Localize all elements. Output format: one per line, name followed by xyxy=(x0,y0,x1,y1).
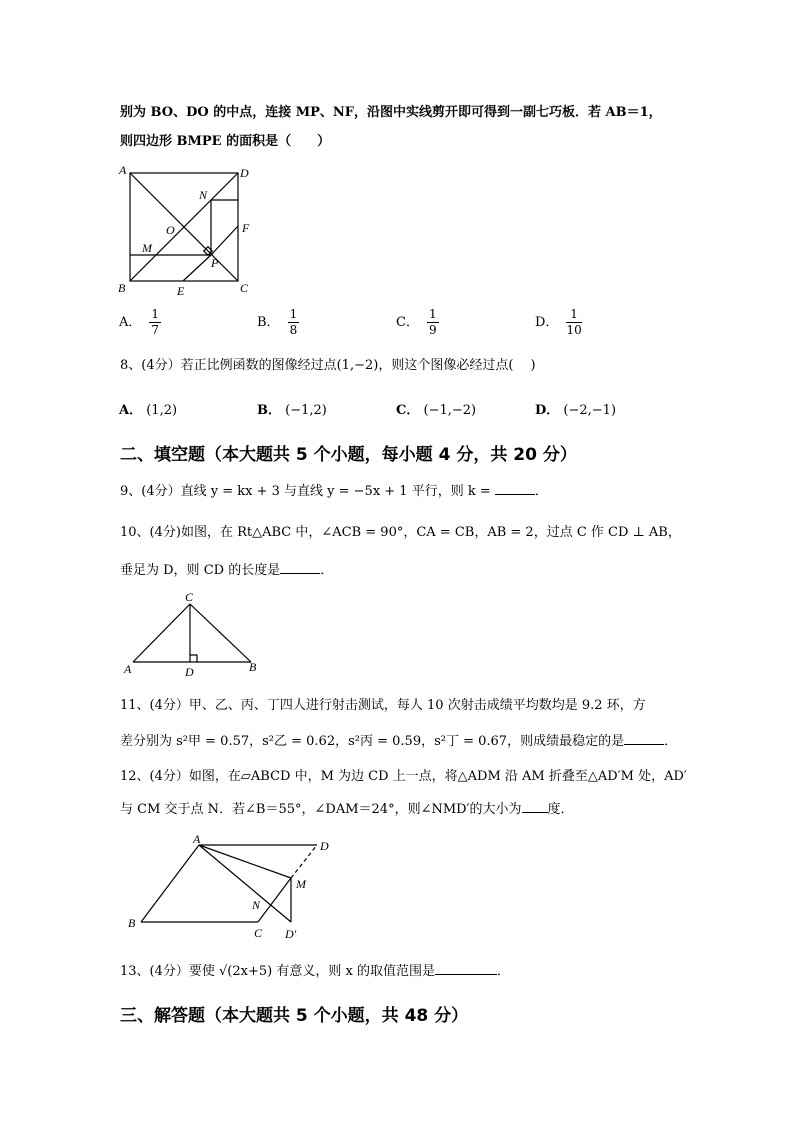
q13-text-content: 13、(4分）要使 √(2x+5) 有意义，则 x 的取值范围是 xyxy=(120,964,435,979)
q12-text-line1: 12、(4分）如图，在▱ABCD 中，M 为边 CD 上一点，将△ADM 沿 AM 折叠至△AD′M 处，AD′ xyxy=(120,769,687,784)
q8-option-a-label: A． xyxy=(119,403,143,418)
q9-text xyxy=(120,482,548,501)
q7-option-c xyxy=(396,307,439,338)
q11-answer-blank[interactable] xyxy=(624,732,664,745)
q10-label-C: C xyxy=(185,590,194,604)
q9-text-content: 9、(4分）直线 y = kx + 3 与直线 y = −5x + 1 平行，则 k = xyxy=(120,484,491,499)
q7-label-N: N xyxy=(199,188,208,202)
q10-text-line2 xyxy=(120,561,333,580)
q7-option-b-denominator: 8 xyxy=(289,323,298,337)
q7-option-a-denominator: 7 xyxy=(151,323,160,337)
q8-option-c xyxy=(396,399,476,418)
q7-option-a-numerator: 1 xyxy=(151,307,160,321)
q7-option-a-label: A． xyxy=(119,315,142,330)
q8-option-a-value: (1,2) xyxy=(146,403,178,418)
q7-label-C: C xyxy=(240,281,249,295)
q7-label-D: D xyxy=(240,166,249,180)
q8-option-c-label: C． xyxy=(396,403,420,418)
q11-text-end: ． xyxy=(664,734,678,749)
q9-answer-blank[interactable] xyxy=(495,482,535,495)
q10-text-line2-content: 垂足为 D，则 CD 的长度是 xyxy=(120,563,281,578)
q13-answer-blank[interactable] xyxy=(435,962,497,975)
q7-label-O: O xyxy=(166,223,175,237)
q7-label-E: E xyxy=(177,284,185,298)
q12-label-B: B xyxy=(128,916,136,930)
q8-text: 8、(4分）若正比例函数的图像经过点(1,−2)，则这个图像必经过点( ) xyxy=(120,358,536,373)
q7-label-F: F xyxy=(242,221,250,235)
q7-option-c-denominator: 9 xyxy=(428,323,437,337)
q7-label-M: M xyxy=(142,241,152,255)
q7-option-c-numerator: 1 xyxy=(428,307,437,321)
q7-option-d-numerator: 1 xyxy=(566,307,581,323)
q12-label-D: D xyxy=(320,839,329,853)
q13-text-end: ． xyxy=(496,964,510,979)
q12-text-line2 xyxy=(120,800,574,819)
q7-option-a xyxy=(119,307,161,338)
q7-option-d-denominator: 10 xyxy=(566,323,582,337)
q8-option-d xyxy=(535,399,616,418)
q7-option-d xyxy=(535,307,582,338)
q12-label-C: C xyxy=(254,926,263,940)
q7-label-B: B xyxy=(118,281,126,295)
q7-option-b-label: B． xyxy=(257,315,280,330)
q8-option-b-label: B． xyxy=(257,403,281,418)
q8-option-b-value: (−1,2) xyxy=(285,403,327,418)
q10-text-line1: 10、(4分)如图，在 Rt△ABC 中，∠ACB = 90°，CA = CB，AB = 2，过点 C 作 CD ⊥ AB， xyxy=(120,525,681,540)
section-2-heading: 二、填空题（本大题共 5 个小题，每小题 4 分，共 20 分） xyxy=(120,445,577,465)
q10-label-D: D xyxy=(185,665,194,679)
q10-text-end: ． xyxy=(320,563,334,578)
q13-text xyxy=(120,962,510,981)
q7-text-line1: 别为 BO、DO 的中点，连接 MP、NF，沿图中实线剪开即可得到一副七巧板．若 AB＝1， xyxy=(120,105,662,120)
q8-option-a xyxy=(119,399,177,418)
q10-label-B: B xyxy=(249,660,257,674)
q12-text-line2-content: 与 CM 交于点 N．若∠B＝55°，∠DAM＝24°，则∠NMD′的大小为 xyxy=(120,802,522,817)
q7-text-line2: 则四边形 BMPE 的面积是（ ） xyxy=(120,134,331,149)
q9-text-end: ． xyxy=(534,484,548,499)
q11-text-line2 xyxy=(120,732,677,751)
q12-label-N: N xyxy=(252,898,261,912)
q12-answer-blank[interactable] xyxy=(522,800,548,813)
q7-label-P: P xyxy=(211,256,219,270)
q10-answer-blank[interactable] xyxy=(280,561,320,574)
q11-text-line2-content: 差分别为 s²甲 = 0.57，s²乙 = 0.62，s²丙 = 0.59，s²丁 = 0.67，则成绩最稳定的是 xyxy=(120,734,625,749)
q7-label-A: A xyxy=(119,163,127,177)
q7-option-b xyxy=(257,307,299,338)
q12-label-Dprime: D′ xyxy=(285,927,297,941)
q12-label-A: A xyxy=(193,832,201,846)
q10-label-A: A xyxy=(124,662,132,676)
q8-option-d-label: D． xyxy=(535,403,560,418)
q12-text-end: 度． xyxy=(547,802,574,817)
q7-option-c-label: C． xyxy=(396,315,419,330)
q12-label-M: M xyxy=(296,877,306,891)
section-3-heading: 三、解答题（本大题共 5 个小题，共 48 分） xyxy=(120,1006,469,1026)
q8-option-d-value: (−2,−1) xyxy=(563,403,617,418)
q11-text-line1: 11、(4分）甲、乙、丙、丁四人进行射击测试，每人 10 次射击成绩平均数均是 9.2 环，方 xyxy=(120,698,646,713)
q8-option-b xyxy=(257,399,327,418)
q7-option-b-numerator: 1 xyxy=(289,307,298,321)
q7-option-d-label: D． xyxy=(535,315,559,330)
q8-option-c-value: (−1,−2) xyxy=(423,403,477,418)
